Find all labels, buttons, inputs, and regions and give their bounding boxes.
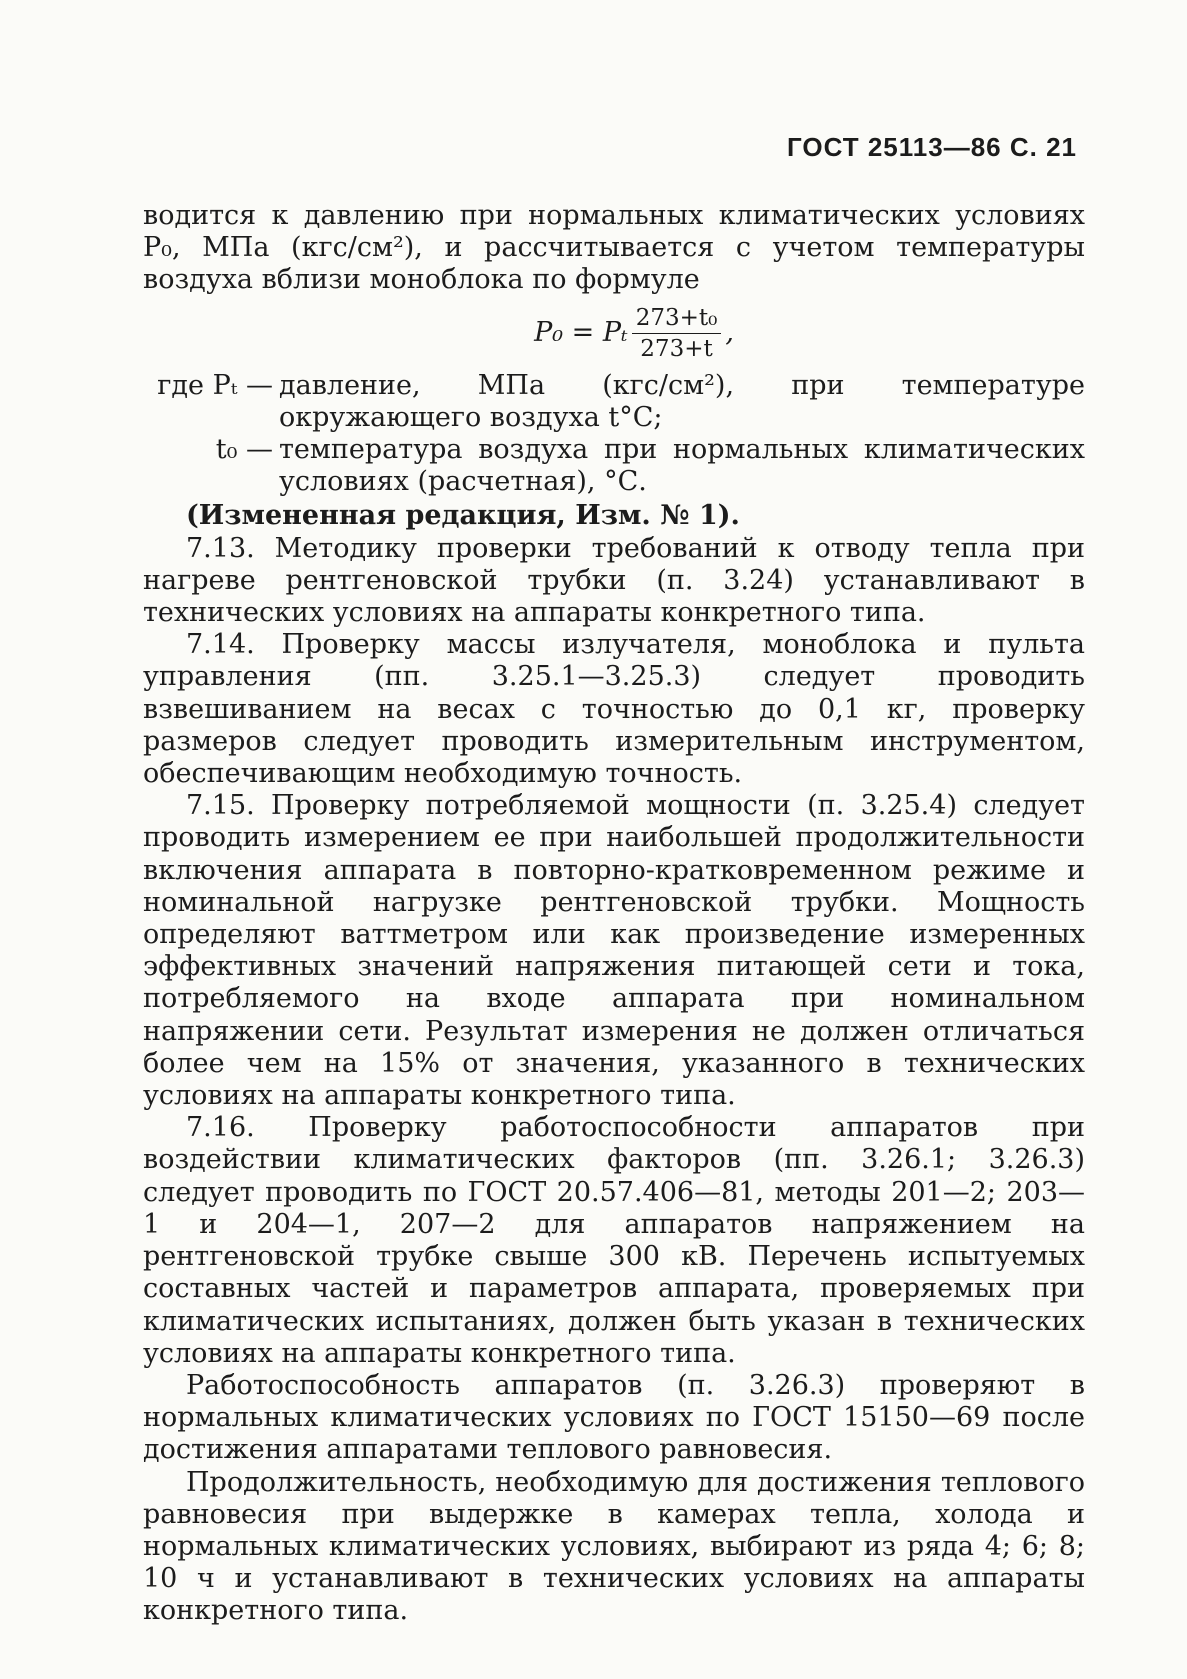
paragraph-duration: Продолжительность, необходимую для достижения теплового равновесия при выдержке в камерах тепла, холода и нормальных климатических условиях, выбирают из ряда 4; 6; 8; 10 ч и устанавливают в технических условиях на аппараты конкретного типа. <box>143 1466 1085 1627</box>
paragraph-7-15: 7.15. Проверку потребляемой мощности (п. 3.25.4) следует проводить измерением ее при наибольшей продолжительности включения аппарата в повторно-кратковременном режиме и номинальной нагрузке рентгеновской трубки. Мощность определяют ваттметром или как произведение измеренных эффективных значений напряжения питающей сети и тока, потребляемого на входе аппарата при номинальном напряжении сети. Результат измерения не должен отличаться более чем на 15% от значения, указанного в технических условиях на аппараты конкретного типа. <box>143 790 1085 1112</box>
definition-t0 <box>143 434 1085 498</box>
paragraph-intro: водится к давлению при нормальных климатических условиях P₀, МПа (кгс/см²), и рассчитывается с учетом температуры воздуха вблизи моноблока по формуле <box>143 200 1085 296</box>
paragraph-7-14: 7.14. Проверку массы излучателя, моноблока и пульта управления (пп. 3.25.1—3.25.3) следует проводить взвешиванием на весах с точностью до 0,1 кг, проверку размеров следует проводить измерительным инструментом, обеспечивающим необходимую точность. <box>143 629 1085 790</box>
page-header: ГОСТ 25113—86 С. 21 <box>786 132 1077 162</box>
paragraph-7-13: 7.13. Методику проверки требований к отводу тепла при нагреве рентгеновской трубки (п. 3.24) устанавливают в технических условиях на аппараты конкретного типа. <box>143 532 1085 629</box>
formula-denominator: 273+t <box>640 335 713 362</box>
formula-fraction <box>632 303 722 364</box>
formula-numerator: 273+t₀ <box>632 303 722 334</box>
paragraph-7-16: 7.16. Проверку работоспособности аппаратов при воздействии климатических факторов (пп. 3.26.1; 3.26.3) следует проводить по ГОСТ 20.57.406—81, методы 201—2; 203—1 и 204—1, 207—2 для аппаратов напряжением на рентгеновской трубке свыше 300 кВ. Перечень испытуемых составных частей и параметров аппарата, проверяемых при климатических испытаниях, должен быть указан в технических условиях на аппараты конкретного типа. <box>143 1112 1085 1369</box>
formula-lhs: P₀ = Pₜ <box>534 317 628 348</box>
definition-text: температура воздуха при нормальных климатических условиях (расчетная), °С. <box>279 434 1085 498</box>
formula-tail: , <box>725 317 734 348</box>
paragraph-workability: Работоспособность аппаратов (п. 3.26.3) проверяют в нормальных климатических условиях по ГОСТ 15150—69 после достижения аппаратами теплового равновесия. <box>143 1369 1085 1466</box>
definition-symbol: где Pₜ — <box>157 369 273 401</box>
definition-text: давление, МПа (кгс/см²), при температуре окружающего воздуха t°С; <box>279 369 1085 433</box>
definitions <box>143 370 1085 499</box>
edit-note: (Измененная редакция, Изм. № 1). <box>186 500 740 532</box>
document-body <box>143 200 1085 1628</box>
formula <box>183 303 1085 364</box>
definition-symbol: t₀ — <box>215 434 273 466</box>
definition-pt <box>143 370 1085 434</box>
